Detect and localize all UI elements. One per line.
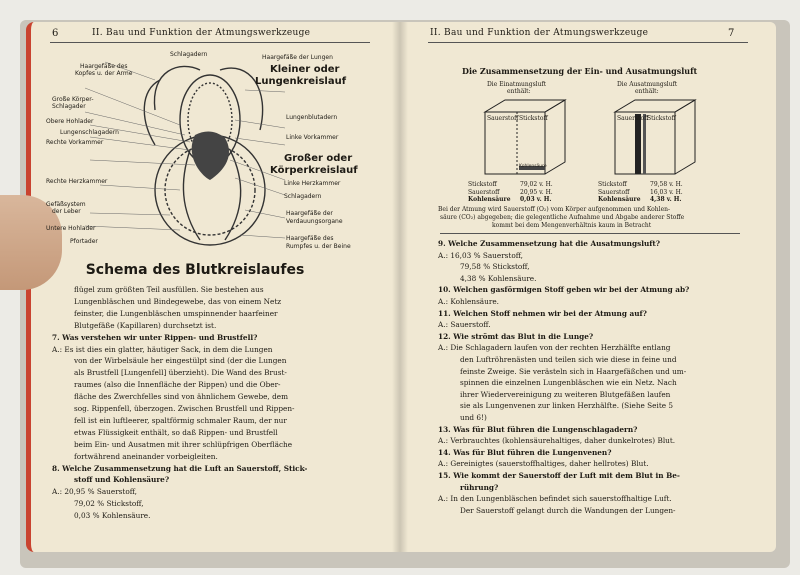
label-grosser-kreislauf-1: Großer oder [284, 153, 353, 164]
cube2-caption-1: Die Ausatmungsluft [617, 81, 678, 88]
text-line: A.: Verbrauchtes (kohlensäurehaltiges, daher dunkelrotes) Blut. [438, 436, 676, 446]
cube2-label-stickstoff: Stickstoff [647, 115, 676, 122]
question-line: 12. Wie strömt das Blut in die Lunge? [438, 331, 594, 341]
question-line: 9. Welche Zusammensetzung hat die Ausatmungsluft? [438, 239, 661, 248]
text-line: spinnen die einzelnen Lungenbläschen wie ein Netz. Nach [460, 378, 677, 388]
figure-title: Die Zusammensetzung der Ein- und Ausatmungsluft [462, 66, 698, 76]
text-line: A.: In den Lungenbläschen befindet sich sauerstoffhaltige Luft. [438, 494, 672, 504]
left-page-header: II. Bau und Funktion der Atmungswerkzeuge [92, 28, 311, 38]
label-haargefaesse-kopf-2: Kopfes u. der Arme [75, 70, 133, 77]
book-gutter [392, 22, 408, 552]
label-grosse-koerperschlagader-2: Schlagader [52, 103, 86, 110]
cube1-label-stickstoff: Stickstoff [519, 115, 548, 122]
label-rechte-vorkammer: Rechte Vorkammer [46, 139, 104, 146]
text-line: A.: Sauerstoff. [438, 320, 491, 330]
text-line: etwas Flüssigkeit enthält, so daß Rippen- und Brustfell [74, 427, 278, 437]
text-line: Blutgefäße (Kapillaren) durchsetzt ist. [74, 320, 217, 330]
figure-note-3: kommt bei dem Mengenverhältnis kaum in Betracht [492, 222, 652, 229]
question-line: 8. Welche Zusammensetzung hat die Luft an Sauerstoff, Stick- [52, 463, 308, 473]
text-line: A.: Es ist dies ein glatter, häutiger Sack, in dem die Lungen [52, 344, 273, 354]
left-page-number: 6 [52, 28, 59, 39]
circulation-diagram [30, 50, 358, 260]
cube2-caption-2: enthält: [635, 88, 659, 95]
text-line: von der Wirbelsäule her eingestülpt sind (der die Lungen [74, 356, 287, 366]
label-haargefaesse-lungen: Haargefäße der Lungen [262, 54, 333, 61]
text-line: 0,03 % Kohlensäure. [74, 511, 151, 521]
text-line: A.: 20,95 % Sauerstoff, [52, 487, 137, 497]
figure-note-1: Bei der Atmung wird Sauerstoff (O₂) vom Körper aufgenommen und Kohlen- [438, 206, 671, 213]
text-line: beim Ein- und Ausatmen mit ihrer schlüpfrigen Oberfläche [74, 439, 293, 449]
text-line: A.: Die Schlagadern laufen von der rechten Herzhälfte entlang [438, 343, 671, 353]
question-line: 7. Was verstehen wir unter Rippen- und Brustfell? [52, 332, 258, 342]
text-line: A.: Gereinigtes (sauerstoffhaltiges, daher hellrotes) Blut. [438, 459, 649, 469]
cube1-row-name: Sauerstoff [468, 188, 500, 196]
figure-bottom-rule [440, 233, 740, 234]
cube2-row-name: Stickstoff [598, 181, 627, 188]
text-line: ihrer Wiedervereinigung zu weiteren Blutgefäßen laufen [460, 389, 671, 399]
text-line: sie als Lungenvenen zur linken Herzhälfte. (Siehe Seite 5 [460, 401, 674, 411]
label-haargefaesse-rumpf-1: Haargefäße des [286, 235, 334, 242]
text-line: als Brustfell [Lungenfell] überzieht). Die Wand des Brust- [74, 368, 287, 378]
question-line: 14. Was für Blut führen die Lungenvenen? [438, 447, 612, 457]
cube1-caption-2: enthält: [507, 88, 531, 95]
cube2-label-sauerstoff: Sauerstoff [617, 115, 649, 122]
text-line: A.: Kohlensäure. [438, 297, 499, 306]
text-line: fell ist ein luftleerer, spaltförmig schmaler Raum, der nur [74, 415, 287, 425]
label-pfortader: Pfortader [70, 238, 98, 245]
question-line: 15. Wie kommt der Sauerstoff der Luft mit dem Blut in Be- [438, 471, 680, 480]
text-line: feinste Zweige. Sie verästeln sich in Haargefäßchen und um- [460, 366, 687, 376]
cube1-label-sauerstoff: Sauerstoff [487, 115, 519, 122]
cube1-caption-1: Die Einatmungsluft [487, 81, 547, 88]
text-line: 79,02 % Stickstoff, [74, 499, 144, 509]
cube1-row-value: 79,02 v. H. [520, 181, 553, 188]
question-line: 10. Welchen gasförmigen Stoff geben wir bei der Atmung ab? [438, 285, 690, 295]
right-page-header: II. Bau und Funktion der Atmungswerkzeuge [430, 28, 649, 38]
cube1-row-value: 20,95 v. H. [520, 188, 553, 196]
label-haargefaesse-rumpf-2: Rumpfes u. der Beine [286, 243, 351, 250]
cube2-row-value: 4,38 v. H. [650, 196, 682, 203]
text-line: Der Sauerstoff gelangt durch die Wandungen der Lungen- [460, 505, 676, 515]
label-lungenschlagadern: Lungenschlagadern [60, 129, 119, 136]
cube2-row-name: Sauerstoff [598, 188, 630, 196]
question-line: rührung? [460, 482, 499, 492]
label-haargefaesse-kopf-1: Haargefäße des [80, 63, 128, 70]
label-schlagadern-top: Schlagadern [170, 51, 208, 58]
text-line: flügel zum größten Teil ausfüllen. Sie bestehen aus [74, 285, 264, 294]
text-line: feinster, die Lungenbläschen umspinnender haarfeiner [74, 308, 278, 318]
label-rechte-herzkammer: Rechte Herzkammer [46, 178, 108, 185]
label-linke-vorkammer: Linke Vorkammer [286, 134, 339, 141]
figure-note-2: säure (CO₂) abgegeben; die gelegentliche Aufnahme und Abgabe anderer Stoffe [440, 214, 685, 221]
text-line: A.: 16,03 % Sauerstoff, [438, 250, 523, 260]
text-line: und 6!) [460, 413, 487, 422]
label-linke-herzkammer: Linke Herzkammer [284, 180, 341, 187]
label-obere-hohlader: Obere Hohlader [46, 118, 94, 125]
cube1-row-name: Kohlensäure [468, 196, 511, 203]
cube1-row-value: 0,03 v. H. [520, 196, 552, 203]
cube2-row-value: 16,03 v. H. [650, 188, 683, 196]
label-haargefaesse-verdauung-1: Haargefäße der [286, 210, 333, 217]
label-kleiner-kreislauf-1: Kleiner oder [270, 64, 340, 75]
text-line: Lungenbläschen und Bindegewebe, das von einem Netz [74, 296, 282, 306]
question-line: stoff und Kohlensäure? [74, 475, 170, 485]
cube1-row-name: Stickstoff [468, 181, 497, 188]
right-header-rule [428, 42, 748, 43]
right-page-number: 7 [728, 28, 735, 39]
text-line: raumes (also die Innenfläche der Rippen) und die Ober- [74, 380, 281, 390]
label-gefaesssystem-leber-2: der Leber [52, 208, 81, 215]
label-lungenblutadern: Lungenblutadern [286, 114, 338, 121]
label-grosse-koerperschlagader-1: Große Körper- [52, 96, 94, 103]
text-line: 79,58 % Stickstoff, [460, 262, 530, 272]
label-grosser-kreislauf-2: Körperkreislauf [270, 165, 358, 176]
text-line: 4,38 % Kohlensäure. [460, 273, 537, 283]
text-line: fortwährend aneinander vorbeigleiten. [74, 451, 218, 461]
label-gefaesssystem-leber-1: Gefäßsystem [46, 201, 86, 208]
label-schlagadern-bottom: Schlagadern [284, 193, 322, 200]
question-line: 13. Was für Blut führen die Lungenschlagadern? [438, 424, 638, 434]
cube2-row-value: 79,58 v. H. [650, 181, 683, 188]
left-header-rule [50, 42, 370, 43]
label-haargefaesse-verdauung-2: Verdauungsorgane [286, 218, 343, 225]
text-line: den Luftröhrenästen und teilen sich wie diese in feine und [460, 355, 677, 364]
cube1-label-kohlensaeure: Kohlensäure [519, 164, 547, 169]
question-line: 11. Welchen Stoff nehmen wir bei der Atmung auf? [438, 308, 647, 318]
cube2-row-name: Kohlensäure [598, 196, 641, 203]
label-kleiner-kreislauf-2: Lungenkreislauf [255, 76, 347, 87]
text-line: sog. Rippenfell, überzogen. Zwischen Brustfell und Rippen- [74, 404, 295, 413]
diagram-title: Schema des Blutkreislaufes [85, 262, 305, 278]
label-untere-hohlader: Untere Hohlader [46, 225, 96, 232]
text-line: fläche des Zwerchfelles sind von ähnlichem Gewebe, dem [74, 392, 288, 402]
